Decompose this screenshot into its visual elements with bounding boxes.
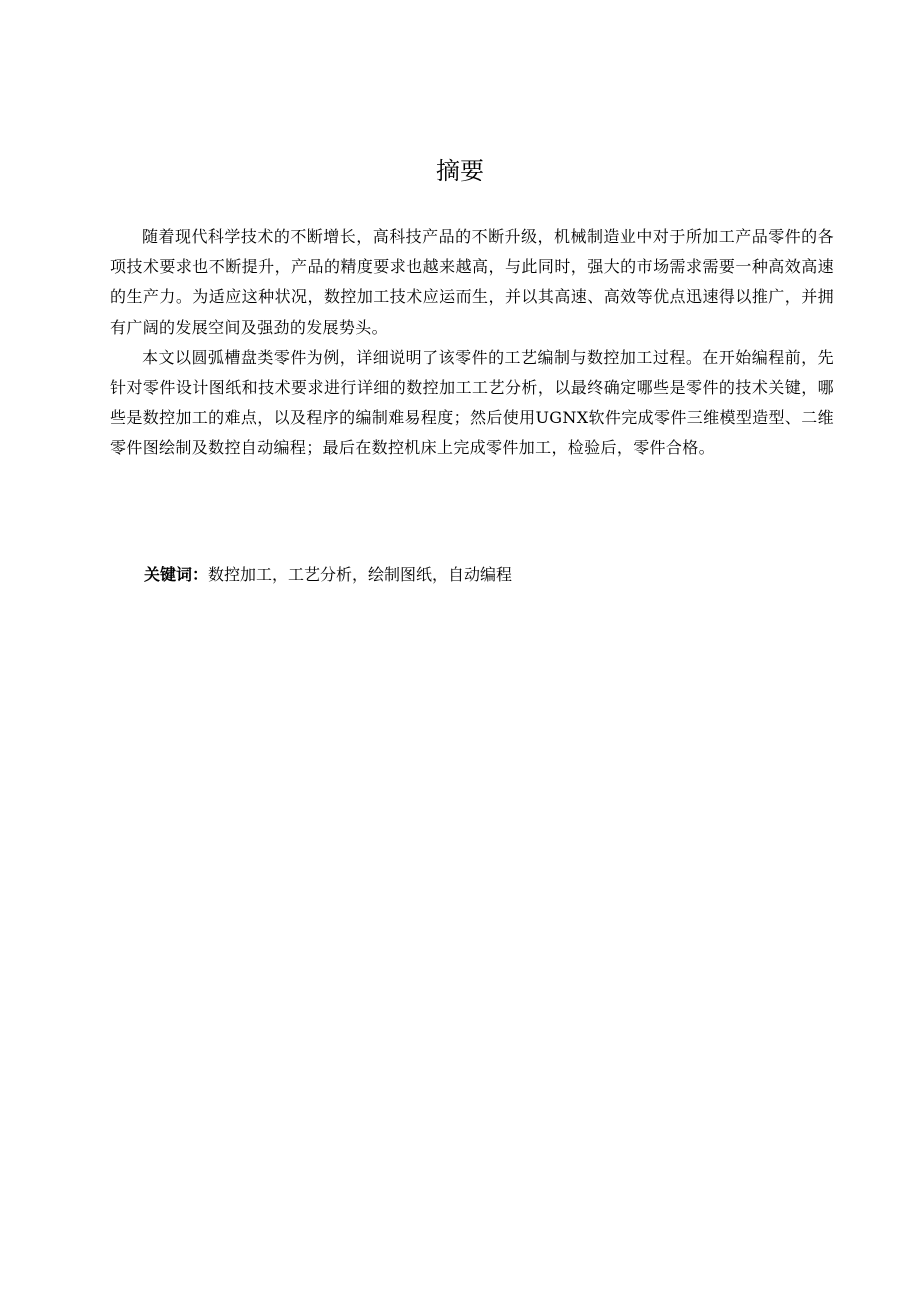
abstract-body [110, 222, 834, 464]
keywords-label: 关键词： [144, 565, 209, 584]
keywords-value: 数控加工，工艺分析，绘制图纸，自动编程 [208, 565, 513, 584]
keywords-line [144, 561, 834, 589]
abstract-title: 摘要 [436, 157, 484, 185]
abstract-paragraph-2: 本文以圆弧槽盘类零件为例，详细说明了该零件的工艺编制与数控加工过程。在开始编程前，先针对零件设计图纸和技术要求进行详细的数控加工工艺分析，以最终确定哪些是零件的技术关键，哪些是数控加工的难点，以及程序的编制难易程度；然后使用UGNX软件完成零件三维模型造型、二维零件图绘制及数控自动编程；最后在数控机床上完成零件加工，检验后，零件合格。 [110, 347, 834, 458]
abstract-paragraph-1: 随着现代科学技术的不断增长，高科技产品的不断升级，机械制造业中对于所加工产品零件的各项技术要求也不断提升，产品的精度要求也越来越高，与此同时，强大的市场需求需要一种高效高速的生产力。为适应这种状况，数控加工技术应运而生，并以其高速、高效等优点迅速得以推广，并拥有广阔的发展空间及强劲的发展势头。 [110, 227, 834, 337]
